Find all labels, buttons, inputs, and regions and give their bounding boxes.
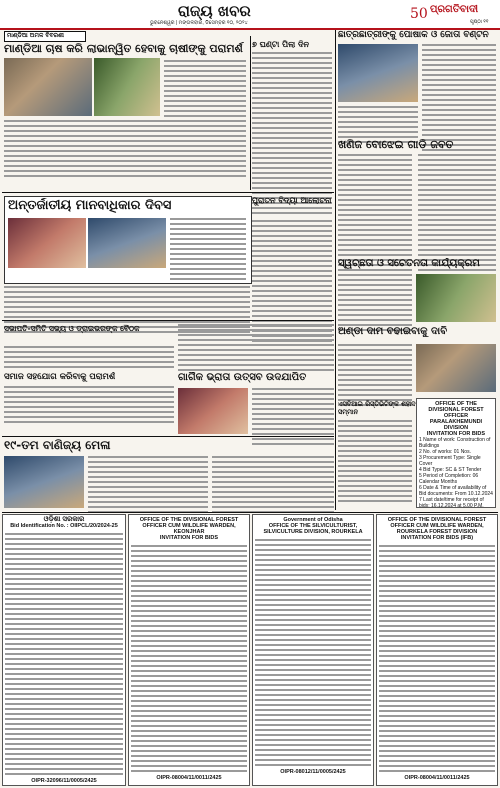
story-text-mandia (164, 60, 246, 120)
headline-ancient-learning: ପୁରାତନ ବିଦ୍ୟା ଆଲୋଚନା (252, 196, 332, 205)
headline-uniform-distribution: ଛାତ୍ରଛାତ୍ରୀଙ୍କୁ ପୋଷାକ ଓ ଜୋତା ବଣ୍ଟନ (338, 30, 489, 40)
ad4-footer-code: OIPR-08004/11/0011/2425 (404, 775, 470, 781)
headline-human-rights: ଅନ୍ତର୍ଜାତୀୟ ମାନବାଧିକାର ଦିବସ (8, 198, 172, 213)
ad0-subtitle: Bid Identification No. : OIIPCL/20/2024-25 (10, 523, 118, 529)
headline-child-day: ୭ ଘଣ୍ଟା ପିଲା ଦିନ (252, 40, 309, 49)
section-divider (2, 436, 334, 437)
ad2-footer-code: OIPR-08004/11/0011/2425 (156, 775, 222, 781)
ad4-title: OFFICE OF THE DIVISIONAL FOREST OFFICER CUM WILDLIFE WARDEN, ROURKELA FOREST DIVISION (387, 517, 487, 535)
section-divider (2, 512, 498, 513)
ad1-row-2: 3 Procurement Type: Single Cover (419, 455, 481, 467)
trade-fair-box (4, 438, 334, 512)
ad2-title: OFFICE OF THE DIVISIONAL FOREST OFFICER CUM WILDLIFE WARDEN, KEONJHAR (139, 517, 239, 535)
photo-field (94, 58, 160, 116)
ad1-invitation: INVITATION FOR BIDS (426, 431, 486, 437)
photo-egg-protest (416, 344, 496, 392)
story-text-meeting (4, 346, 174, 371)
ad1-row-3: 4 Bid Type: SC & ST Tender (419, 467, 482, 473)
story-text-mineral-2 (418, 154, 496, 274)
section-divider (2, 320, 334, 321)
column-rule (250, 36, 251, 190)
ad1-row-4: 5 Period of Completion: 06 Calendar Months (419, 473, 479, 485)
page-number: ପୃଷ୍ଠା ୧୧ (470, 19, 489, 25)
story-text-sbi (338, 420, 412, 505)
photo-trade-fair (4, 456, 84, 508)
ad4-body (379, 545, 495, 775)
ad0-body (5, 533, 123, 778)
ad4-invitation: INVITATION FOR BIDS (IFB) (400, 535, 474, 541)
story-text-society (4, 386, 174, 426)
section-divider (2, 192, 334, 193)
tender-ad-odisha (2, 514, 126, 786)
story-text-cleanliness (338, 274, 412, 334)
ad2-body (131, 545, 247, 775)
ad1-subtitle: PARALAKHEMUNDI DIVISION (429, 419, 483, 431)
brand-name: ପ୍ରଗତିବାଦୀ (430, 4, 479, 15)
ad3-title: Government of Odisha (283, 517, 343, 523)
anniversary-number: 50 (410, 6, 428, 22)
anniversary-logo (408, 2, 430, 24)
tender-ad-keonjhar (128, 514, 250, 786)
tender-ad-silviculture (252, 514, 374, 786)
story-text-mandia-2 (4, 120, 246, 180)
photo-human-rights-2 (88, 218, 166, 268)
ad1-row-1: 2 No. of works: 01 Nos. (419, 449, 471, 455)
ad1-row-6: 7 Last date/time for receipt of bids: 16.12.2024 at 5.00 P.M. (419, 497, 484, 508)
photo-farmers-meeting (4, 58, 92, 116)
tender-ad-paralakhemundi (416, 398, 496, 508)
headline-society-cooperation: ସମାଜ ସହଯୋଗ କରିବାକୁ ପରାମର୍ଶ (4, 372, 116, 382)
ad1-row-5: 6 Date & Time of availability of Bid documents: From 10.12.2024 (419, 485, 493, 497)
headline-cleanliness: ସ୍ୱଚ୍ଛତା ଓ ସଚେତନତା କାର୍ଯ୍ୟକ୍ରମ (338, 258, 480, 269)
headline-committee-meeting: ସଭାପତି-ସମିତି ସଭ୍ୟ ଓ ଡ୍ରାଇଭରଙ୍କ ବୈଠକ (4, 324, 140, 333)
tender-ad-rourkela (376, 514, 498, 786)
story-text-trade-fair-2 (212, 456, 334, 516)
masthead (0, 0, 500, 30)
kicker-mandia: ମାଣ୍ଡିଆ ଅମଳ ବିବରଣୀ (4, 31, 86, 42)
column-rule (335, 30, 336, 510)
headline-egg-price: ଅଣ୍ଡା ଦାମ ବଢାଇବାକୁ ଦାବି (338, 326, 448, 337)
headline-mandia: ମାଣ୍ଡିଆ ଚାଷ କରି ଲାଭାନ୍ୱିତ ହେବାକୁ ଚାଷୀଙ୍କୁ ପରାମର୍ଶ (4, 42, 243, 55)
headline-sbi: ଏସବିଆଇ ରିସ୍ତିଭିଟିଙ୍କ ଶହୀଦ ସମ୍ମାନ (338, 400, 416, 416)
headline-trade-fair: ୧୯-ତମ ବାଣିଜ୍ୟ ମେଳା (4, 438, 111, 452)
story-text-mineral (338, 154, 412, 274)
ad0-title: ଓଡ଼ିଶା ସରକାର (43, 516, 85, 523)
ad3-footer-code: OIPR-08012/11/0005/2425 (280, 769, 346, 775)
photo-human-rights (8, 218, 86, 268)
headline-mineral-vehicle: ଖଣିଜ ବୋଝେଇ ଗାଡି ଜବତ (338, 138, 454, 151)
story-text-human-rights (170, 218, 246, 283)
photo-students (338, 44, 418, 102)
ad2-invitation: INVITATION FOR BIDS (159, 535, 219, 541)
section-title: ରାଜ୍ୟ ଖବର (178, 2, 251, 20)
ad3-body (255, 539, 371, 769)
headline-festival: ଗାର୍ଗିକ ଭ୍ରାତା ଉତ୍ସବ ଉଦଯାପିତ (178, 372, 307, 383)
photo-festival (178, 388, 248, 434)
photo-cleanliness (416, 274, 496, 322)
ad3-subtitle: OFFICE OF THE SILVICULTURIST, SILVICULTURE DIVISION, ROURKELA (263, 523, 363, 535)
date-line: ଭୁବନେଶ୍ୱର | ମଙ୍ଗଳବାର, ଡିସେମ୍ବର ୧୦, ୨୦୨୪ (150, 20, 248, 26)
ad1-title: OFFICE OF THE DIVISIONAL FOREST OFFICER (428, 401, 484, 419)
story-text-trade-fair (88, 456, 208, 516)
ad0-footer-code: OIPR-32096/11/0005/2425 (31, 778, 97, 784)
ad1-row-0: 1 Name of work: Construction of Buildings (419, 437, 491, 449)
story-text-mid (178, 324, 334, 374)
